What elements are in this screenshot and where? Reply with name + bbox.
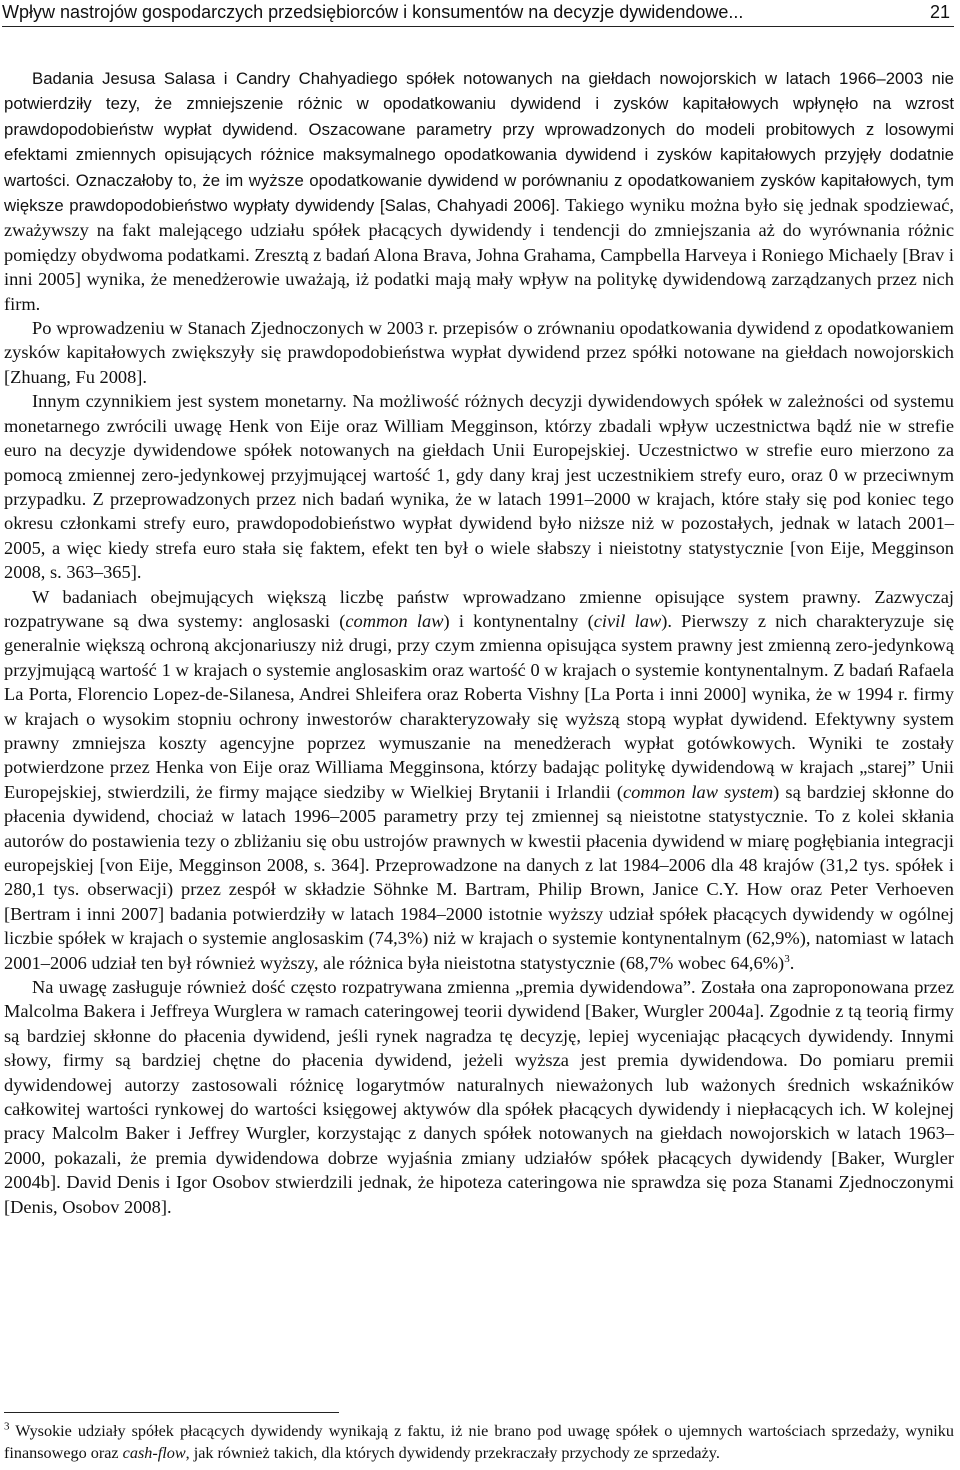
paragraph-4-italic-3: common law system	[622, 781, 774, 802]
footnote-divider	[4, 1412, 339, 1413]
paragraph-5: Na uwagę zasługuje również dość często rozpatrywana zmienna „premia dywidendowa”. Została ona zaproponowana przez Malcolma Bakera i Jeffreya Wurglera w ramach cateringowej teorii dywidend [Baker, Wurgler 2004a]. Zgodnie z tą teorią firmy są bardziej skłonne do płacenia dywidend, jeśli rynek nagradza tę decyzję, lepiej wyceniając płacących dywidendy. Innymi słowy, firmy są bardziej chętne do płacenia dywidend, jeżeli wyższa jest premia dywidendowa. Do pomiaru premii dywidendowej autorzy zastosowali różnicę logarytmów naturalnych nieważonych lub ważonych średnich wskaźników całkowitej wartości rynkowej do wartości księgowej aktywów dla spółek płacących dywidendy i niepłacących ich. W kolejnej pracy Malcolm Baker i Jeffrey Wurgler, korzystając z danych spółek notowanych na giełdach nowojorskich w latach 1963–2000, pokazali, że premia dywidendowa dobrze wyjaśnia zmiany udziałów spółek płacących dywidendy [Baker, Wurgler 2004b]. David Denis i Igor Osobov stwierdzili jednak, że hipoteza cateringowa nie sprawdza się poza Stanami Zjednoczonymi [Denis, Osobov 2008].	[4, 977, 954, 1217]
footnote-part2: , jak również takich, dla których dywidendy przekraczały przychody ze sprzedaży.	[185, 1444, 720, 1462]
footnote-mark: 3	[4, 1420, 10, 1433]
paragraph-1-serif: Takiego wyniku można było się jednak spodziewać, zważywszy na fakt malejącego udziału spółek płacących dywidendy i tendencji do zmniejszania aż do wyrównania różnic pomiędzy obydwoma podatkami. Zresztą z badań Alona Brava, Johna Grahama, Campbella Harveya i Roniego Michaely [Brav i inni 2005] wynika, że menedżerowie uważają, iż podatki mają mały wpływ na politykę dywidendową zarządzanych przez nich firm.	[4, 195, 955, 314]
footnote-italic: cash-flow	[122, 1444, 186, 1462]
paragraph-4-part1: W badaniach obejmujących większą liczbę państw wprowadzano zmienne opisujące system prawny. Zazwyczaj rozpatrywane są dwa systemy: anglosaski (	[4, 586, 954, 631]
paragraph-4-italic-1: common law	[345, 610, 444, 631]
paragraph-1-sans-b: Oszacowane parametry przy wprowadzonych do modeli probitowych z losowymi efektami zmiennych opisujących różnice maksymalnego opodatkowania dywidend i zysków kapitałowych przyjęły dodatnie wartości. Oznaczałoby to, że im wyższe opodatkowanie dywidend w porównaniu z opodatkowaniem zysków kapitałowych, tym większe prawdopodobieństwo wypłaty dywidendy [Salas, Chahyadi 2006].	[4, 119, 954, 216]
paragraph-1	[4, 66, 954, 316]
footnote-part1: Wysokie udziały spółek płacących dywidendy wynikają z faktu, iż nie brano pod uwagę spółek o ujemnych wartościach sprzedaży, wyniku finansowego oraz	[4, 1422, 954, 1462]
paragraph-4	[4, 585, 954, 976]
running-header	[2, 0, 954, 27]
paragraph-4-part2: ) i kontynentalny (	[443, 610, 594, 631]
body-text	[4, 66, 954, 1219]
page-number: 21	[929, 2, 950, 22]
paragraph-4-part3: ). Pierwszy z nich charakteryzuje się generalnie większą ochroną akcjonariuszy niż drugi, przy czym zmienna opisująca system prawny jest zmienną zero-jedynkową przyjmującą wartość 1 w krajach o systemie anglosaskim oraz wartość 0 w krajach o systemie kontynentalnym. Z badań Rafaela La Porta, Florencio Lopez-de-Silanesa, Andrei Shleifera oraz Roberta Vishny [La Porta i inni 2000] wynika, że w 1994 r. firmy w krajach o wysokim stopniu ochrony inwestorów charakteryzowały się wyższą stopą wypłat dywidend. Efektywny system prawny zmniejsza koszty agencyjne poprzez wymuszanie na menedżerach wypłat gotówkowych. Wyniki te zostały potwierdzone przez Henka von Eije oraz Williama Megginsona, którzy badając politykę dywidendową w krajach „starej” Unii Europejskiej, stwierdzili, że firmy mające siedziby w Wielkiej Brytanii i Irlandii (	[4, 610, 954, 802]
running-title: Wpływ nastrojów gospodarczych przedsiębiorców i konsumentów na decyzje dywidendowe...	[2, 2, 744, 22]
paragraph-1-sans-a: Badania Jesusa Salasa i Candry Chahyadiego spółek notowanych na giełdach nowojorskich w latach 1966–2003 nie potwierdziły tezy, że zmniejszenie różnic w opodatkowaniu dywidend i zysków kapitałowych wpłynęło na wzrost prawdopodobieństw wypłat dywidend.	[4, 69, 954, 139]
paragraph-3: Innym czynnikiem jest system monetarny. Na możliwość różnych decyzji dywidendowych spółek w zależności od systemu monetarnego zwrócili uwagę Henk von Eije oraz William Megginson, którzy zbadali wpływ uczestnictwa bądź nie w strefie euro na decyzje dywidendowe spółek notowanych na giełdach Unii Europejskiej. Uczestnictwo w strefie euro mierzono za pomocą zmiennej zero-jedynkowej przyjmującej wartość 1, gdy dany kraj jest uczestnikiem strefy euro, oraz 0 w przeciwnym przypadku. Z przeprowadzonych przez nich badań wynika, że w latach 1991–2000 w krajach, które stały się pod koniec tego okresu członkami strefy euro, prawdopodobieństwo wypłat dywidend było niższe niż w pozostałych, jednak w latach 2001–2005, a więc kiedy strefa euro stała się faktem, efekt ten był o wiele słabszy i nieistotny statystycznie [von Eije, Megginson 2008, s. 363–365].	[4, 391, 954, 583]
paragraph-4-part5: .	[789, 952, 795, 973]
footnote	[4, 1420, 954, 1464]
paragraph-4-italic-2: civil law	[593, 610, 662, 631]
footnote-reference[interactable]: 3	[784, 952, 790, 965]
paragraph-4-part4: ) są bardziej skłonne do płacenia dywidend, chociaż w latach 1996–2005 parametry przy tej zmiennej są nieistotne statystycznie. To z kolei skłania autorów do postawienia tezy o zbliżaniu się obu ustrojów prawnych w kwestii płacenia dywidend w miarę pogłębiania integracji europejskiej [von Eije, Megginson 2008, s. 364]. Przeprowadzone na danych z lat 1984–2006 dla 48 krajów (31,2 tys. spółek i 280,1 tys. obserwacji) przez zespół w składzie Söhnke M. Bartram, Philip Brown, Janice C.Y. How oraz Peter Verhoeven [Bertram i inni 2007] badania potwierdziły w latach 1984–2000 istotnie wyższy udział spółek płacących dywidendy w ogólnej liczbie spółek w krajach o systemie anglosaskim (74,3%) niż w krajach o systemie kontynentalnym (62,9%), natomiast w latach 2001–2006 udział ten był również wyższy, ale różnica była nieistotna statystycznie (68,7% wobec 64,6%)	[4, 781, 954, 973]
paragraph-2: Po wprowadzeniu w Stanach Zjednoczonych w 2003 r. przepisów o zrównaniu opodatkowania dywidend z opodatkowaniem zysków kapitałowych zwiększyły się prawdopodobieństwa wypłat dywidend przez spółki notowane na giełdach nowojorskich [Zhuang, Fu 2008].	[4, 318, 954, 387]
